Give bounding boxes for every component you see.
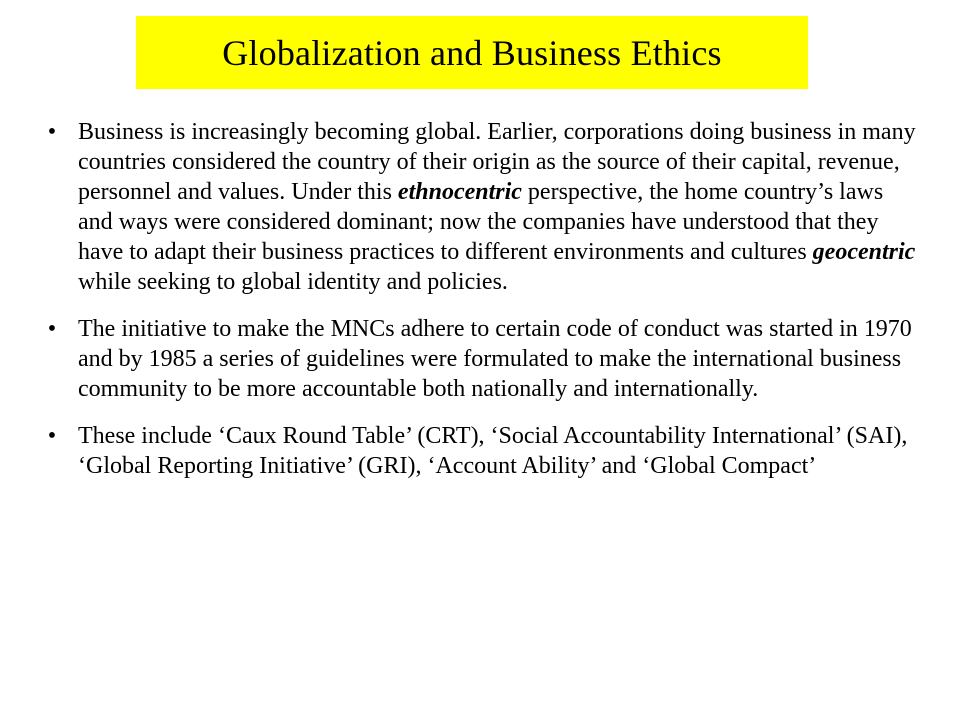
bullet-item [42,421,922,481]
bullet-text: The initiative to make the MNCs adhere to certain code of conduct was started in 1970 and by 1985 a series of guidelines were formulated to make the international business community to be more accountable both nationally and internationally. [78,316,912,402]
bullet-text-segment: Business is increasingly becoming global. Earlier, corporations doing business in many countries considered the country of their origin as the source of their capital, revenue, personnel and values. Under this [78,119,916,205]
bullet-dot-icon: • [47,119,57,145]
slide-title: Globalization and Business Ethics [222,32,722,73]
bullet-text [78,117,922,297]
bullet-dot-icon: • [47,316,57,342]
emphasis-ethnocentric: ethnocentric [397,179,522,205]
bullet-text-segment: while seeking to global identity and policies. [78,269,508,295]
bullet-item [42,117,922,297]
bullet-text: These include ‘Caux Round Table’ (CRT), ‘Social Accountability International’ (SAI), ‘Global Reporting Initiative’ (GRI), ‘Account Ability’ and ‘Global Compact’ [78,423,908,479]
title-banner [136,16,808,89]
bullet-dot-icon: • [47,423,57,449]
emphasis-geocentric: geocentric [812,239,916,265]
bullet-list [42,117,922,498]
bullet-text-segment: perspective, the home country’s laws and ways were considered dominant; now the companies have understood that they have to adapt their business practices to different environments and cultures [78,179,884,265]
bullet-item [42,314,922,404]
